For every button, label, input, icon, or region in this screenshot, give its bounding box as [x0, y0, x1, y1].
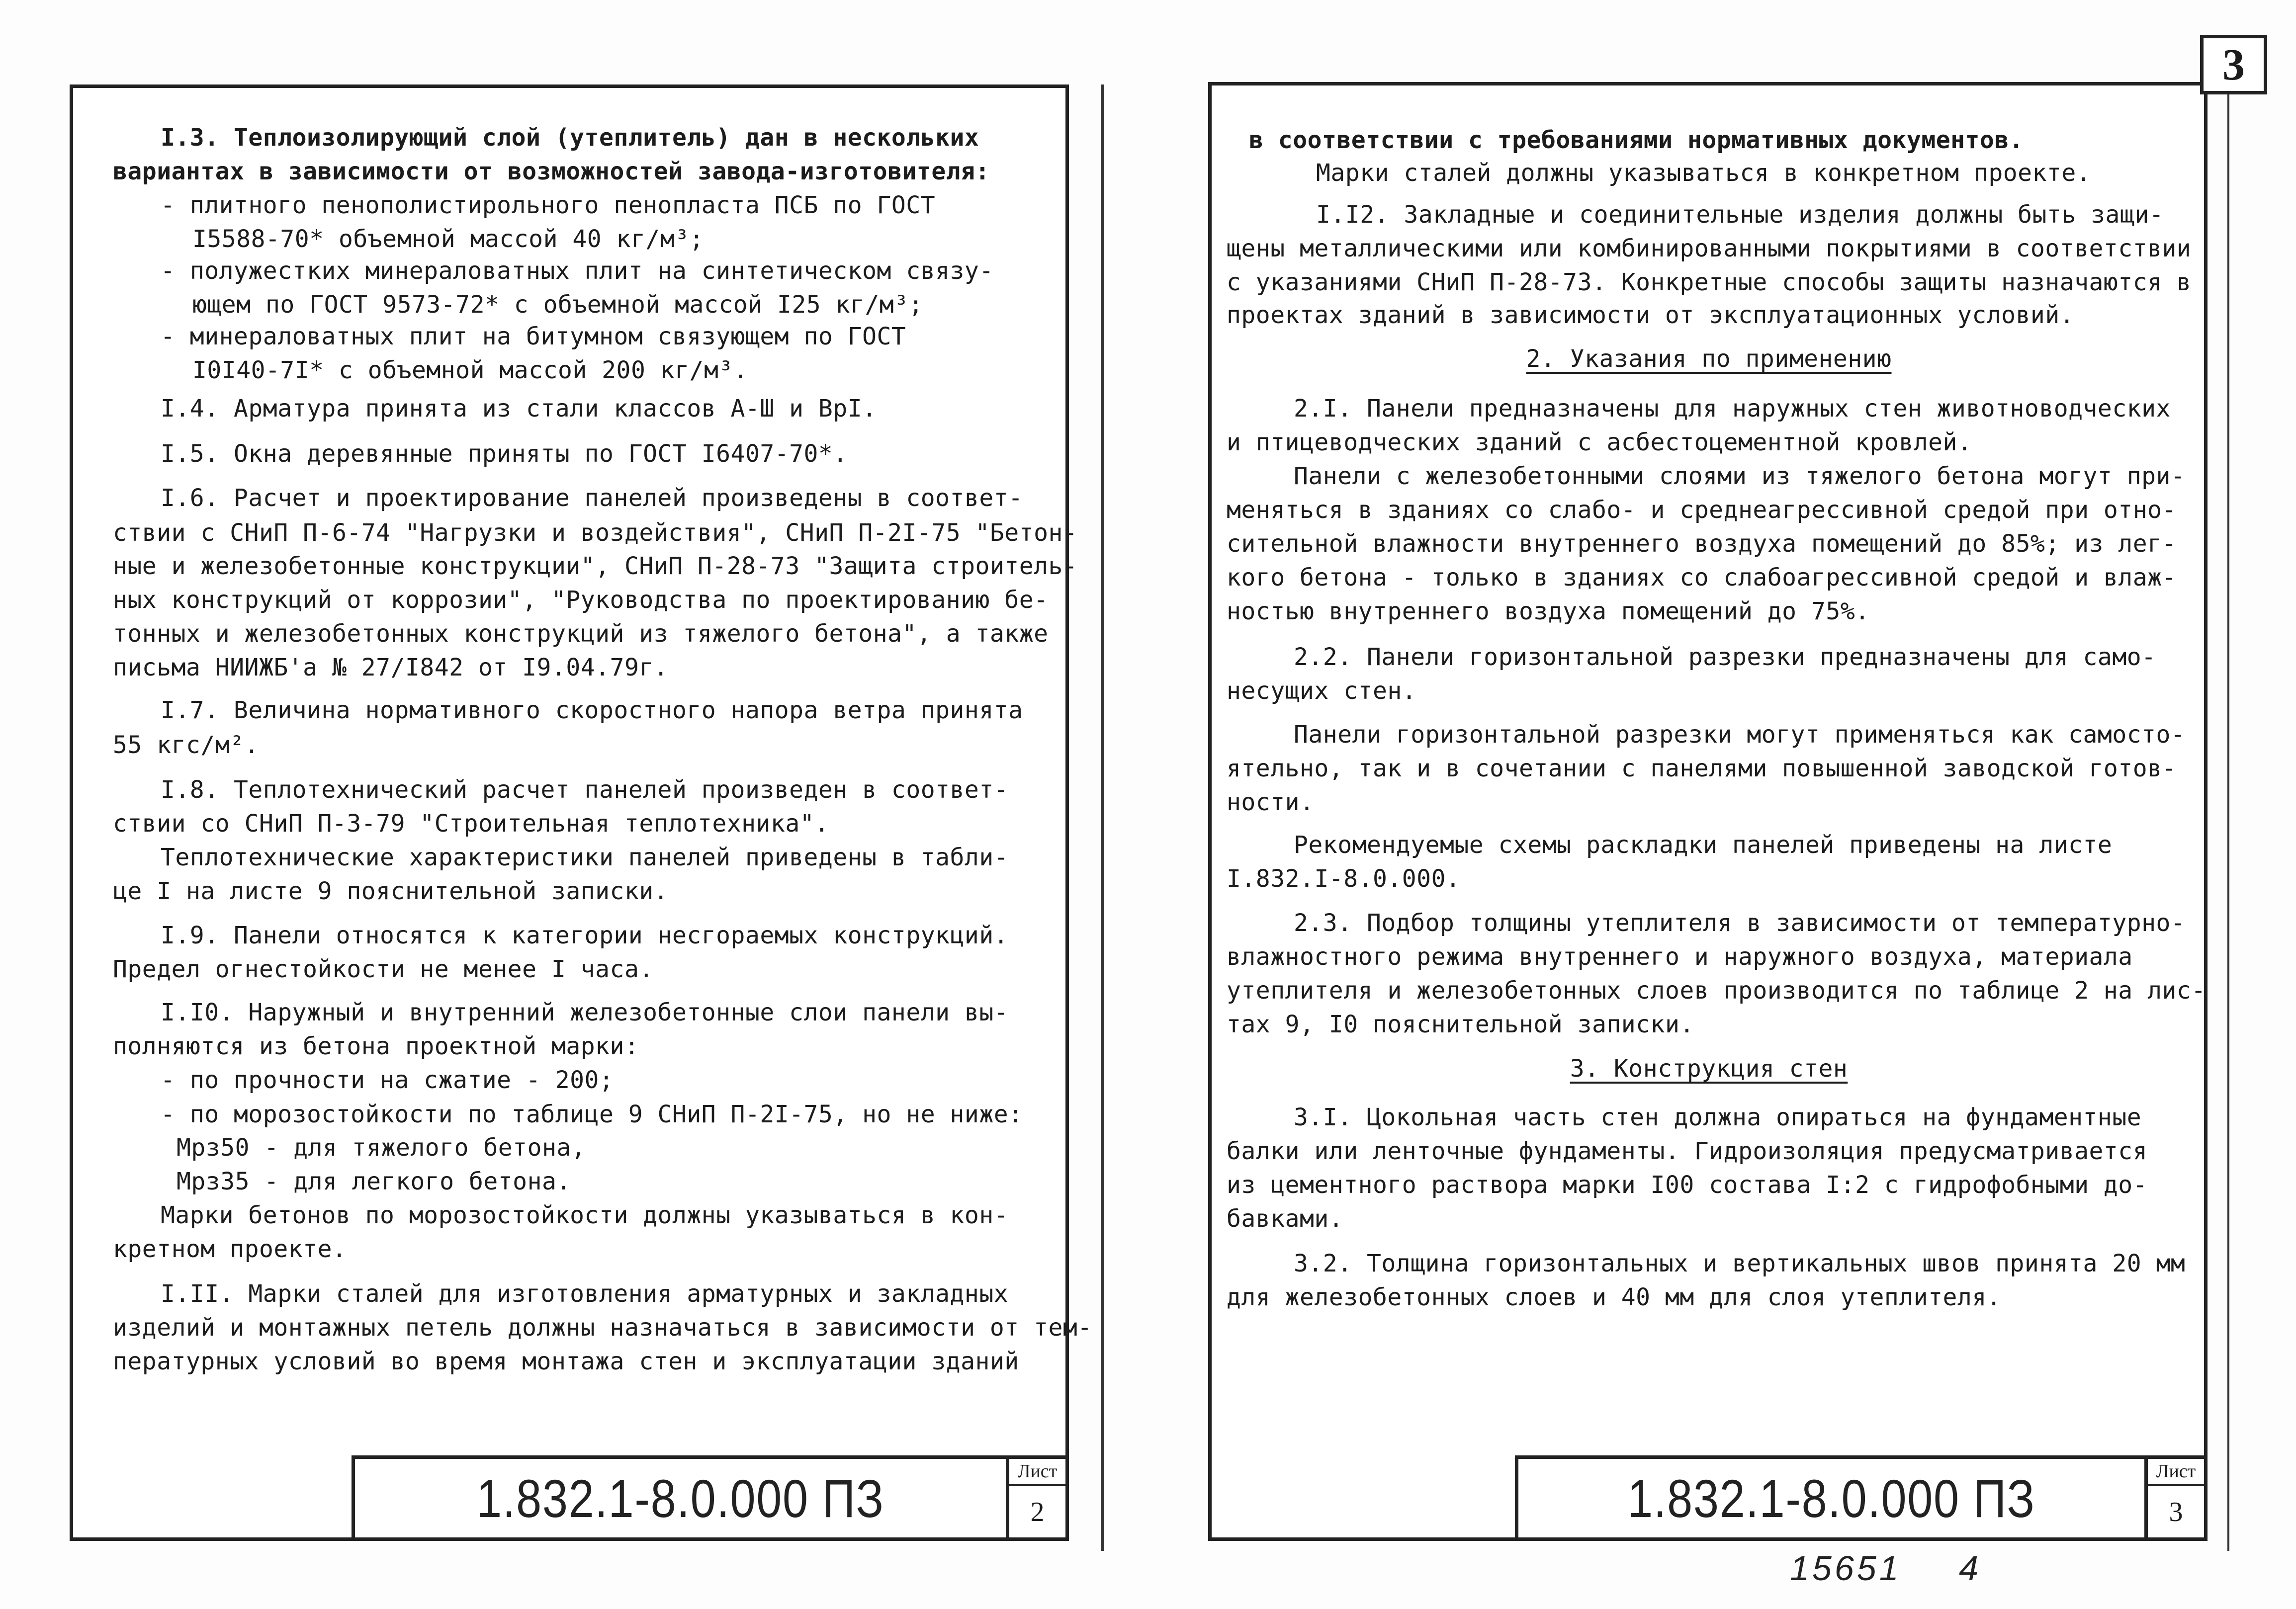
sheet-label: Лист — [2148, 1459, 2204, 1486]
text-line: 3.2. Толщина горизонтальных и вертикальных швов принята 20 мм — [1294, 1250, 2186, 1277]
text-line: I.5. Окна деревянные приняты по ГОСТ I6407-70*. — [161, 440, 848, 468]
text-line: I.8. Теплотехнический расчет панелей произведен в соответ- — [161, 776, 1009, 804]
text-line: 55 кгс/м². — [113, 731, 259, 759]
document-code: 1.832.1-8.0.000 ПЗ — [476, 1468, 884, 1528]
text-line: I.I0. Наружный и внутренний железобетонные слои панели вы- — [161, 999, 1009, 1026]
text-line: - полужестких минераловатных плит на синтетическом связу- — [161, 257, 994, 285]
text-line: щены металлическими или комбинированными покрытиями в соответствии — [1227, 235, 2192, 262]
text-line: ностью внутреннего воздуха помещений до 75%. — [1227, 597, 1870, 625]
text-line: Мрз50 - для тяжелого бетона, — [177, 1134, 586, 1162]
right-title-block — [1515, 1455, 2204, 1537]
text-line: влажностного режима внутреннего и наружного воздуха, материала — [1227, 943, 2133, 971]
text-line: - по морозостойкости по таблице 9 СНиП П-2I-75, но не ниже: — [161, 1101, 1023, 1128]
sheet-label: Лист — [1009, 1459, 1065, 1486]
text-line: Панели с железобетонными слоями из тяжелого бетона могут при- — [1294, 462, 2186, 490]
text-line: из цементного раствора марки I00 состава I:2 с гидрофобными до- — [1227, 1171, 2148, 1199]
text-line: проектах зданий в зависимости от эксплуатационных условий. — [1227, 301, 2075, 329]
binding-line — [1101, 85, 1104, 1551]
text-line: несущих стен. — [1227, 677, 1417, 705]
text-line: Марки бетонов по морозостойкости должны указываться в кон- — [161, 1201, 1009, 1229]
sheet-number: 2 — [1030, 1496, 1045, 1527]
text-line: кого бетона - только в зданиях со слабоагрессивной средой и влаж- — [1227, 564, 2177, 592]
text-line: тах 9, I0 пояснительной записки. — [1227, 1011, 1694, 1038]
text-line: бавками. — [1227, 1205, 1344, 1233]
text-line: - минераловатных плит на битумном связующем по ГОСТ — [161, 323, 906, 350]
text-line: утеплителя и железобетонных слоев производится по таблице 2 на лис- — [1227, 977, 2206, 1005]
right-sheet — [1208, 82, 2208, 1541]
binding-line — [2227, 94, 2229, 1551]
text-line: - плитного пенополистирольного пенопласта ПСБ по ГОСТ — [161, 191, 936, 219]
text-line: меняться в зданиях со слабо- и среднеагрессивной средой при отно- — [1227, 496, 2177, 524]
text-line: 2.3. Подбор толщины утеплителя в зависимости от температурно- — [1294, 909, 2186, 937]
text-line: и птицеводческих зданий с асбестоцементной кровлей. — [1227, 428, 1972, 456]
text-line: изделий и монтажных петель должны назначаться в зависимости от тем- — [113, 1314, 1092, 1342]
text-line: Панели горизонтальной разрезки могут применяться как самосто- — [1294, 721, 2186, 749]
text-line: вариантах в зависимости от возможностей завода-изготовителя: — [113, 158, 990, 185]
section-heading: 3. Конструкция стен — [1570, 1055, 1848, 1083]
text-line: ных конструкций от коррозии", "Руководства по проектированию бе- — [113, 586, 1049, 614]
text-line: 2.I. Панели предназначены для наружных стен животноводческих — [1294, 395, 2171, 423]
section-heading: 2. Указания по применению — [1526, 345, 1892, 373]
text-line: пературных условий во время монтажа стен и эксплуатации зданий — [113, 1348, 1019, 1375]
text-line: - по прочности на сжатие - 200; — [161, 1066, 614, 1094]
text-line: полняются из бетона проектной марки: — [113, 1032, 639, 1060]
text-line: I.6. Расчет и проектирование панелей произведены в соответ- — [161, 484, 1023, 512]
text-line: с указаниями СНиП П-28-73. Конкретные способы защиты назначаются в — [1227, 268, 2192, 296]
text-line: Мрз35 - для легкого бетона. — [177, 1168, 571, 1195]
sheet-number-cell — [2144, 1459, 2204, 1537]
page-number-stamp: 3 — [2200, 35, 2267, 94]
text-line: I.9. Панели относятся к категории несгораемых конструкций. — [161, 922, 1009, 949]
text-line: I.II. Марки сталей для изготовления арматурных и закладных — [161, 1280, 1009, 1308]
text-line: I.I2. Закладные и соединительные изделия должны быть защи- — [1316, 201, 2164, 229]
left-title-block — [352, 1455, 1065, 1537]
text-line: Марки сталей должны указываться в конкретном проекте. — [1316, 159, 2091, 187]
text-line: кретном проекте. — [113, 1235, 347, 1263]
document-code: 1.832.1-8.0.000 ПЗ — [1627, 1468, 2035, 1528]
text-line: 2.2. Панели горизонтальной разрезки предназначены для само- — [1294, 643, 2156, 671]
text-line: I5588-70* объемной массой 40 кг/м³; — [192, 225, 704, 253]
text-line: Теплотехнические характеристики панелей приведены в табли- — [161, 844, 1009, 871]
text-line: ятельно, так и в сочетании с панелями повышенной заводской готов- — [1227, 755, 2177, 782]
sheet-number-cell — [1006, 1459, 1065, 1537]
text-line: I0I40-7I* с объемной массой 200 кг/м³. — [192, 356, 748, 384]
text-line: сительной влажности внутреннего воздуха помещений до 85%; из лег- — [1227, 530, 2177, 558]
text-line: письма НИИЖБ'а № 27/I842 от I9.04.79г. — [113, 654, 669, 681]
text-line: I.4. Арматура принята из стали классов А-Ш и ВрI. — [161, 395, 877, 423]
text-line: 3.I. Цокольная часть стен должна опираться на фундаментные — [1294, 1103, 2142, 1131]
text-line: ности. — [1227, 788, 1315, 816]
text-line: в соответствии с требованиями нормативных документов. — [1249, 126, 2024, 154]
text-line: Рекомендуемые схемы раскладки панелей приведены на листе — [1294, 831, 2113, 859]
text-line: ствии со СНиП П-3-79 "Строительная теплотехника". — [113, 810, 829, 838]
text-line: I.3. Теплоизолирующий слой (утеплитель) дан в нескольких — [161, 124, 979, 152]
handwritten-note: 15651 4 — [1790, 1549, 1982, 1588]
text-line: для железобетонных слоев и 40 мм для слоя утеплителя. — [1227, 1283, 2002, 1311]
text-line: це I на листе 9 пояснительной записки. — [113, 877, 669, 905]
text-line: тонных и железобетонных конструкций из тяжелого бетона", а также — [113, 620, 1049, 648]
left-sheet — [70, 85, 1092, 1541]
text-line: Предел огнестойкости не менее I часа. — [113, 955, 654, 983]
text-line: I.832.I-8.0.000. — [1227, 865, 1461, 893]
text-line: ющем по ГОСТ 9573-72* с объемной массой I25 кг/м³; — [192, 291, 923, 319]
text-line: балки или ленточные фундаменты. Гидроизоляция предусматривается — [1227, 1137, 2148, 1165]
text-line: ные и железобетонные конструкции", СНиП П-28-73 "Защита строитель- — [113, 552, 1078, 580]
text-line: I.7. Величина нормативного скоростного напора ветра принята — [161, 696, 1023, 724]
sheet-number: 3 — [2169, 1496, 2183, 1527]
text-line: ствии с СНиП П-6-74 "Нагрузки и воздействия", СНиП П-2I-75 "Бетон- — [113, 519, 1078, 547]
